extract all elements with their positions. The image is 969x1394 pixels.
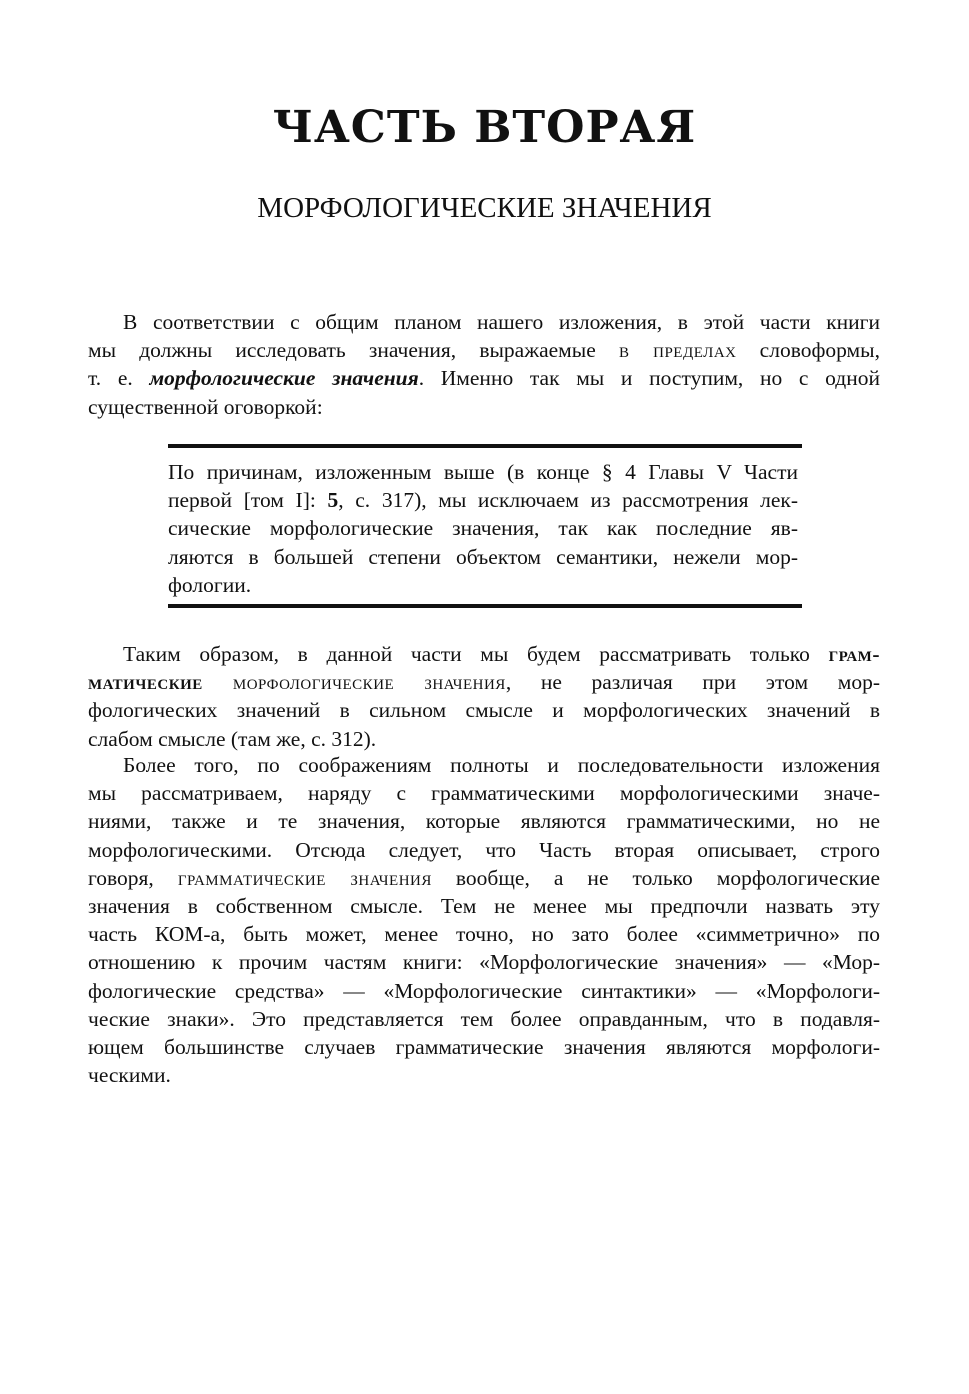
text-line (88, 920, 880, 948)
small-caps-term: грамматические значения (177, 865, 432, 890)
intro-paragraph (88, 308, 880, 421)
text-line (88, 364, 880, 392)
text-line (168, 543, 798, 571)
small-caps-bold-term: грам- (828, 642, 880, 666)
body-paragraph-3 (88, 751, 880, 1089)
text-line (168, 458, 798, 486)
emphasized-term: морфологические значения (149, 366, 419, 391)
small-caps-bold-term: матические (88, 670, 203, 695)
volume-number: 5 (327, 488, 339, 513)
text-line (168, 486, 798, 514)
text-span: , не различая при этом мор- (505, 670, 880, 695)
text-line (88, 864, 880, 892)
text-span: говоря, (88, 865, 178, 890)
boxed-note (168, 458, 798, 599)
text-line (88, 1033, 880, 1061)
text-line (88, 668, 880, 696)
text-span: Более того, по соображениям полноты и последовательности изложения (123, 753, 880, 777)
text-span: часть КОМ-а, быть может, менее точно, но зато более «симметрично» по (88, 922, 880, 947)
body-paragraph-2 (88, 640, 880, 753)
text-line (88, 393, 880, 421)
text-span: морфологическими. Отсюда следует, что Часть вторая описывает, строго (88, 837, 880, 862)
text-line (88, 807, 880, 835)
text-span: ческие знаки». Это представляется тем более оправданным, что в подавля- (88, 1006, 880, 1031)
text-line (88, 725, 880, 753)
text-line (88, 948, 880, 976)
text-line (88, 977, 880, 1005)
text-span: мы должны исследовать значения, выражаемые (88, 338, 619, 363)
small-caps-term: в пределах (618, 338, 737, 363)
text-span: , с. 317), мы исключаем из рассмотрения лек- (338, 488, 798, 513)
text-span: слабом смысле (там же, с. 312). (88, 726, 377, 751)
text-span: т. е. (88, 366, 150, 391)
text-line (88, 1005, 880, 1033)
part-title: ЧАСТЬ ВТОРАЯ (272, 102, 697, 153)
note-bottom-rule (168, 604, 802, 608)
text-span: По причинам, изложенным выше (в конце § 4 Главы V Части (168, 460, 798, 484)
text-span: ющем большинстве случаев грамматические значения являются морфологи- (88, 1035, 880, 1060)
text-line (88, 640, 880, 668)
text-line (88, 779, 880, 807)
text-span: вообще, а не только морфологические (431, 865, 880, 890)
text-span: ческими. (88, 1063, 171, 1088)
text-span: отношению к прочим частям книги: «Морфологические значения» — «Мор- (88, 950, 880, 975)
part-subtitle: МОРФОЛОГИЧЕСКИЕ ЗНАЧЕНИЯ (257, 192, 712, 224)
text-span: ляются в большей степени объектом семантики, нежели мор- (168, 544, 798, 569)
text-span: сические морфологические значения, так как последние яв- (168, 516, 798, 541)
text-span: значения в собственном смысле. Тем не менее мы предпочли назвать эту (88, 894, 880, 919)
text-span: фологии. (168, 572, 252, 597)
text-span: Таким образом, в данной части мы будем рассматривать только (123, 642, 829, 666)
text-line (88, 751, 880, 779)
small-caps-term: морфологические значения (202, 670, 506, 695)
note-top-rule (168, 444, 802, 448)
text-span: фологических значений в сильном смысле и морфологических значений в (88, 698, 880, 723)
text-span: существенной оговоркой: (88, 394, 323, 419)
text-line (88, 336, 880, 364)
text-line (168, 571, 798, 599)
text-line (88, 836, 880, 864)
text-span: словоформы, (736, 338, 880, 363)
text-span: . Именно так мы и поступим, но с одной (418, 366, 880, 391)
text-span: В соответствии с общим планом нашего изложения, в этой части книги (123, 310, 880, 334)
text-line (168, 514, 798, 542)
text-span: фологические средства» — «Морфологические синтактики» — «Морфологи- (88, 978, 880, 1003)
text-span: ниями, также и те значения, которые являются грамматическими, но не (88, 809, 880, 834)
text-span: мы рассматриваем, наряду с грамматическими морфологическими значе- (88, 781, 880, 806)
text-line (88, 696, 880, 724)
text-line (88, 892, 880, 920)
text-span: первой [том I]: (168, 488, 328, 513)
text-line (88, 1061, 880, 1089)
text-line (88, 308, 880, 336)
